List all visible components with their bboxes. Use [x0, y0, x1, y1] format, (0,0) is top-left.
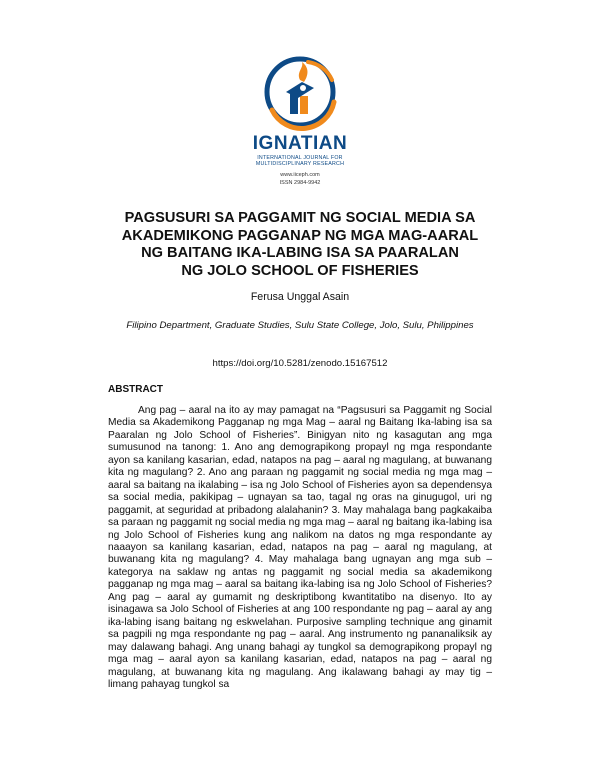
journal-subtitle-line2: MULTIDISCIPLINARY RESEARCH [255, 161, 345, 167]
paper-title-line: AKADEMIKONG PAGGANAP NG MGA MAG-AARAL [121, 227, 479, 244]
paper-title-line: PAGSUSURI SA PAGGAMIT NG SOCIAL MEDIA SA [124, 210, 476, 226]
doi-link[interactable]: https://doi.org/10.5281/zenodo.15167512 [212, 358, 388, 369]
journal-subtitle-line1: INTERNATIONAL JOURNAL FOR [257, 155, 343, 161]
paper-title [80, 210, 520, 280]
author-affiliation: Filipino Department, Graduate Studies, Sulu State College, Jolo, Sulu, Philippines [126, 320, 474, 331]
journal-logo [230, 52, 370, 192]
logo-emblem-icon [230, 52, 370, 132]
author-name: Ferusa Unggal Asain [250, 291, 350, 303]
paper-title-line: NG BAITANG IKA-LABING ISA SA PAARALAN [141, 245, 459, 261]
journal-url[interactable]: www.iiceph.com [280, 172, 320, 178]
journal-issn: ISSN 2984-9942 [279, 180, 321, 186]
abstract-body: Ang pag – aaral na ito ay may pamagat na “Pagsusuri sa Paggamit ng Social Media sa Akademikong Pagganap ng mga Mag – aaral ng Baitang Ika-labing isa sa Paaralan ng Jolo School of Fisheries”. Binigyan nito ng kasagutan ang mga sumusunod na tanong: 1. Ano ang demograpikong propayl ng mga respondante ayon sa kanilang kasarian, edad, natapos na pag – aaral ng magulang, at buwanang kita ng magulang? 2. Ano ang paraan ng paggamit ng social media ng mga mag – aaral sa baitang na ikalabing – isa ng Jolo School of Fisheries ayon sa dependensya sa social media, pakikipag – ugnayan sa tao, tagal ng oras na ginugugol, uri ng paggamit, at seguridad at pribadong alalahanin? 3. May mahalaga bang pagkakaiba sa paraan ng paggamit ng social media ng mga mag – aaral ng baitang ika-labing isa ng Jolo School of Fisheries kung ang nalikom na datos ng mga respondante ay naaayon sa kanilang kasarian, edad, natapos na pag – aaral ng magulang, at buwanang kita ng magulang? 4. May mahalaga bang ugnayan ang mga sub – kategorya na saklaw ng antas ng paggamit ng social media sa akademikong pagganap ng mga mag – aaral sa baitang ika-labing isa ng Jolo School of Fisheries? Ang pag – aaral ay gumamit ng deskriptibong kwantitatibo na disenyo. Ito ay isinagawa sa Jolo School of Fisheries at ang 100 respondante ng pag – aaral ay ang ika-labing isang baitang ng eskwelahan. Purposive sampling technique ang ginamit sa pagpili ng mga respondante ng pag – aaral. Ang instrumento ng pananaliksik ay may dalawang bahagi. Ang unang bahagi ay tungkol sa demograpikong propayl ng mga mag – aaral ayon sa kanilang kasarian, edad, natapos na pag – aaral ng magulang, at buwanang kita ng magulang. Ang ikalawang bahagi ay may tig – limang pahayag tungkol sa [108, 405, 492, 690]
paper-title-line: NG JOLO SCHOOL OF FISHERIES [181, 262, 419, 279]
abstract-heading: ABSTRACT [108, 384, 163, 395]
journal-name: IGNATIAN [252, 133, 348, 154]
